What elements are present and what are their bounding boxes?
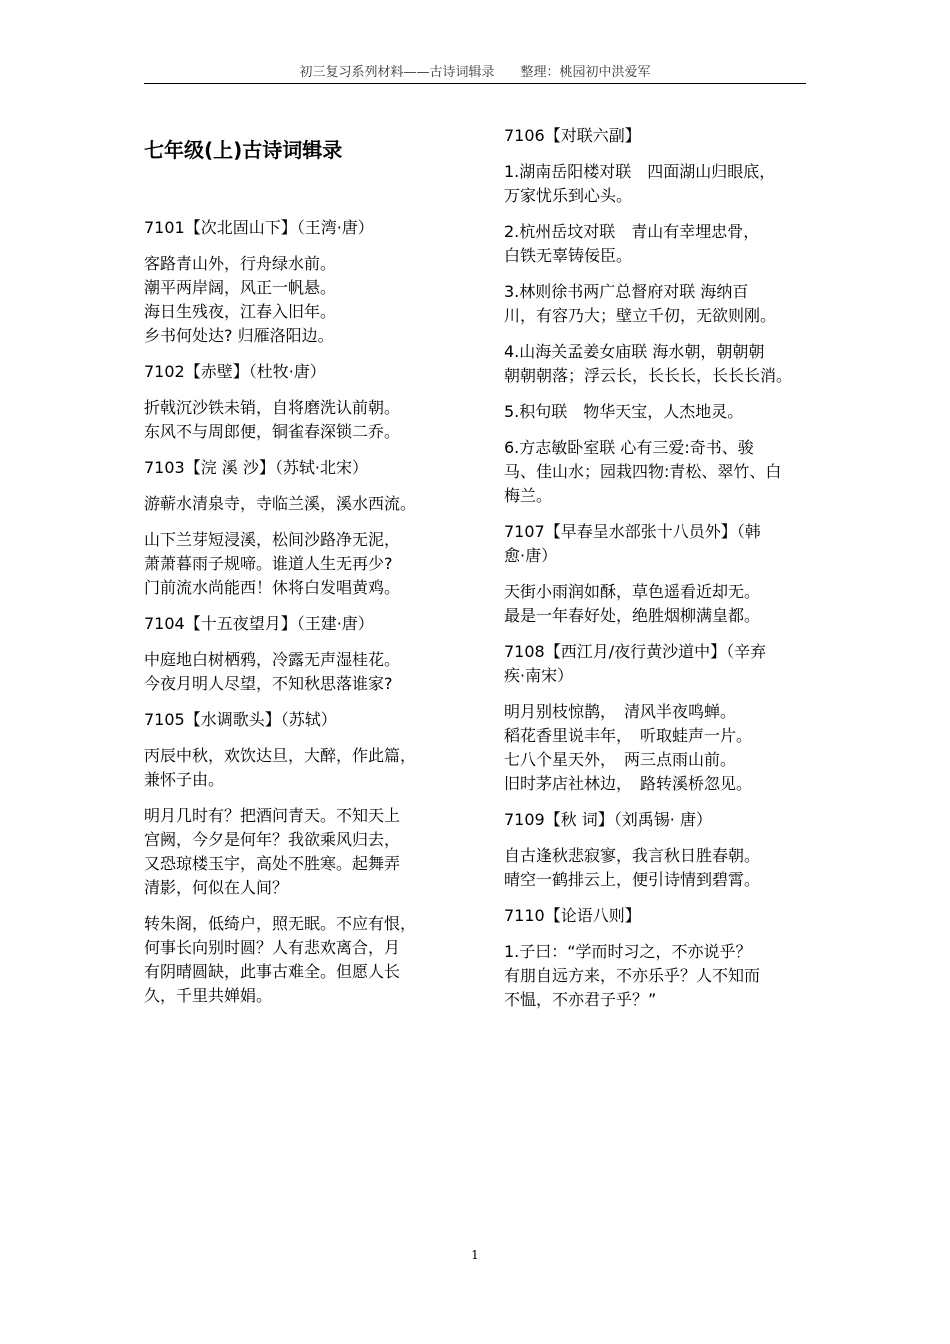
poem-heading: 7102【赤壁】（杜牧·唐）: [144, 362, 326, 381]
poem-line: 海日生残夜，江春入旧年。: [144, 302, 337, 321]
left-column: [144, 124, 456, 1020]
poem-body: [504, 940, 826, 1012]
poem-line: 宫阙，今夕是何年？我欲乘风归去，: [144, 830, 401, 849]
poem-heading: [504, 640, 826, 688]
couplet-line: 5.积句联 物华天宝，人杰地灵。: [504, 402, 744, 421]
poem-line: 又恐琼楼玉宇，高处不胜寒。起舞弄: [144, 854, 401, 873]
couplet-line: 3.林则徐书两广总督府对联 海纳百: [504, 282, 749, 301]
poem-line: 晴空一鹤排云上，便引诗情到碧霄。: [504, 870, 761, 889]
poem-line: 最是一年春好处，绝胜烟柳满皇都。: [504, 606, 761, 625]
poem-line: 自古逢秋悲寂寥，我言秋日胜春朝。: [504, 846, 761, 865]
poem-line: 有朋自远方来，不亦乐乎？人不知而: [504, 966, 761, 985]
poem-heading-line: 愈·唐）: [504, 546, 558, 565]
poem-line: 明月别枝惊鹊， 清风半夜鸣蝉。: [504, 702, 737, 721]
poem-heading: 7103【浣 溪 沙】（苏轼·北宋）: [144, 458, 368, 477]
poem-heading-line: 7108【西江月/夜行黄沙道中】（辛弃: [504, 642, 767, 661]
couplet-item: [504, 220, 826, 268]
poem-line: 清影，何似在人间？: [144, 878, 289, 897]
poem-body: [504, 580, 826, 628]
couplet-item: [504, 280, 826, 328]
poem-line: 1.子曰：“学而时习之，不亦说乎？: [504, 942, 752, 961]
poem-heading-line: 7107【早春呈水部张十八员外】（韩: [504, 522, 761, 541]
couplet-item: [504, 400, 826, 424]
couplet-line: 白铁无辜铸佞臣。: [504, 246, 633, 265]
couplet-line: 万家忧乐到心头。: [504, 186, 633, 205]
poem-line: 潮平两岸阔，风正一帆悬。: [144, 278, 337, 297]
couplet-line: 川，有容乃大；壁立千仞，无欲则刚。: [504, 306, 777, 325]
couplet-line: 4.山海关孟姜女庙联 海水朝，朝朝朝: [504, 342, 765, 361]
poem-body: [144, 396, 456, 444]
poem-heading: 7104【十五夜望月】（王建·唐）: [144, 614, 374, 633]
couplet-line: 1.湖南岳阳楼对联 四面湖山归眼底，: [504, 162, 776, 181]
couplet-item: [504, 340, 826, 388]
poem-heading-line: 疾·南宋）: [504, 666, 574, 685]
poem-line: 有阴晴圆缺，此事古难全。但愿人长: [144, 962, 401, 981]
poem-line: 稻花香里说丰年， 听取蛙声一片。: [504, 726, 753, 745]
poem-body: [504, 844, 826, 892]
poem-heading: 7101【次北固山下】（王湾·唐）: [144, 218, 374, 237]
poem-line: 不愠，不亦君子乎？”: [504, 990, 657, 1009]
page-header: 初三复习系列材料——古诗词辑录 整理：桃园初中洪爱军: [299, 65, 651, 80]
poem-line: 久，千里共婵娟。: [144, 986, 273, 1005]
poem-heading: 7110【论语八则】: [504, 906, 641, 925]
document-title: 七年级(上)古诗词辑录: [144, 138, 343, 162]
poem-line: 兼怀子由。: [144, 770, 225, 789]
poem-heading: [504, 520, 826, 568]
couplet-line: 梅兰。: [504, 486, 553, 505]
poem-line: 何事长向别时圆？人有悲欢离合，月: [144, 938, 401, 957]
right-column: [504, 124, 826, 1024]
poem-heading: 7106【对联六副】: [504, 126, 641, 145]
poem-heading: 7105【水调歌头】（苏轼）: [144, 710, 337, 729]
poem-body: [504, 700, 826, 796]
poem-preface: [144, 492, 456, 516]
poem-line: 七八个星天外， 两三点雨山前。: [504, 750, 737, 769]
poem-body: [144, 912, 456, 1008]
poem-line: 东风不与周郎便，铜雀春深锁二乔。: [144, 422, 401, 441]
poem-body: [144, 252, 456, 348]
poem-body: [144, 528, 456, 600]
poem-line: 游蕲水清泉寺，寺临兰溪，溪水西流。: [144, 494, 417, 513]
poem-body: [144, 804, 456, 900]
poem-heading: 7109【秋 词】（刘禹锡· 唐）: [504, 810, 712, 829]
poem-line: 中庭地白树栖鸦，冷露无声湿桂花。: [144, 650, 401, 669]
couplet-item: [504, 160, 826, 208]
poem-line: 转朱阁，低绮户，照无眠。不应有恨，: [144, 914, 417, 933]
couplet-item: [504, 436, 826, 508]
poem-line: 山下兰芽短浸溪，松间沙路净无泥，: [144, 530, 401, 549]
poem-line: 天街小雨润如酥，草色遥看近却无。: [504, 582, 761, 601]
couplet-line: 6.方志敏卧室联 心有三爱:奇书、骏: [504, 438, 754, 457]
poem-line: 丙辰中秋，欢饮达旦，大醉，作此篇，: [144, 746, 417, 765]
header-rule: [144, 83, 806, 84]
poem-line: 门前流水尚能西！休将白发唱黄鸡。: [144, 578, 401, 597]
poem-line: 旧时茅店社林边， 路转溪桥忽见。: [504, 774, 753, 793]
poem-preface: [144, 744, 456, 792]
couplet-line: 2.杭州岳坟对联 青山有幸埋忠骨，: [504, 222, 760, 241]
poem-body: [144, 648, 456, 696]
poem-line: 明月几时有？把酒问青天。不知天上: [144, 806, 401, 825]
poem-line: 萧萧暮雨子规啼。谁道人生无再少?: [144, 554, 393, 573]
poem-line: 今夜月明人尽望，不知秋思落谁家?: [144, 674, 393, 693]
poem-line: 乡书何处达? 归雁洛阳边。: [144, 326, 334, 345]
poem-line: 客路青山外，行舟绿水前。: [144, 254, 337, 273]
poem-line: 折戟沉沙铁未销，自将磨洗认前朝。: [144, 398, 401, 417]
page-number: 1: [471, 1248, 479, 1262]
couplet-line: 马、佳山水；园栽四物:青松、翠竹、白: [504, 462, 782, 481]
couplet-line: 朝朝朝落；浮云长，长长长，长长长消。: [504, 366, 793, 385]
